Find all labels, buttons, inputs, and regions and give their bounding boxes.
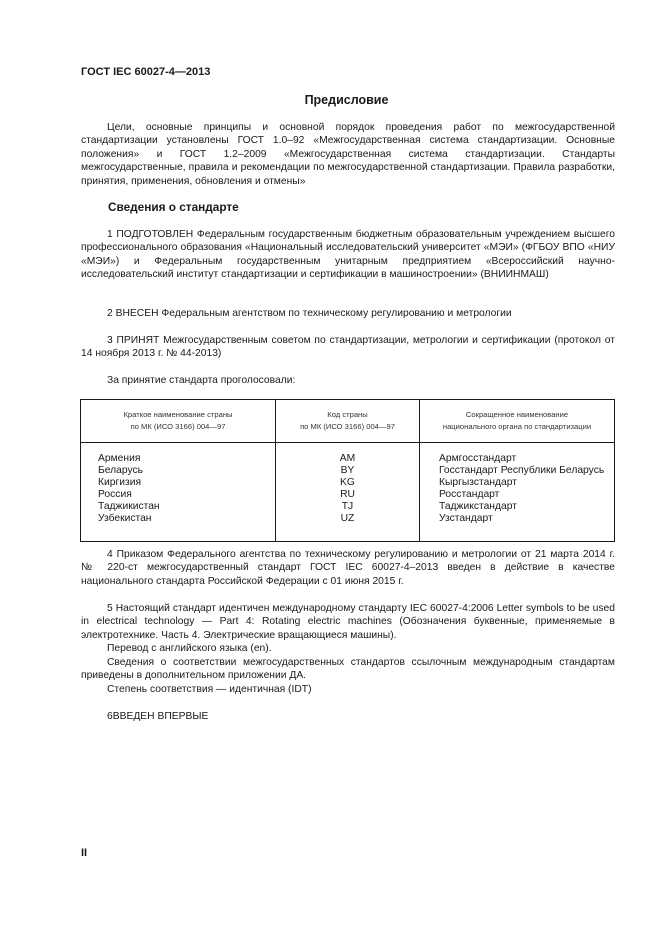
standards-body: Госстандарт Республики Беларусь [439, 464, 605, 476]
item-5-degree: Степень соответствия — идентичная (IDT) [107, 684, 312, 695]
item-4-paragraph: 4 Приказом Федерального агентства по техническому регулированию и метрологии от 21 марта 2014 г. № 220-ст межгосударственный стандарт ГОСТ IEC 60027-4–2013 введен в действие в качестве национального стандарта Российской Федерации с 01 июня 2015 г. [81, 549, 615, 587]
country-code: TJ [341, 500, 354, 512]
item-6-paragraph: 6ВВЕДЕН ВПЕРВЫЕ [107, 711, 209, 722]
section-title: Сведения о стандарте [108, 200, 239, 214]
standards-body: Росстандарт [439, 488, 500, 500]
country-code: KG [340, 476, 355, 488]
standards-body: Кыргызстандарт [439, 476, 518, 488]
standards-body: Таджикстандарт [439, 500, 517, 512]
item-2-paragraph: 2 ВНЕСЕН Федеральным агентством по техническому регулированию и метрологии [107, 308, 512, 319]
item-1-paragraph: 1 ПОДГОТОВЛЕН Федеральным государственным бюджетным образовательным учреждением высшего профессионального образования «Национальный исследовательский университет «МЭИ» (ФГБОУ ВПО «НИУ «МЭИ») и Федеральным государственным унитарным предприятием «Всероссийский научно-исследовательский институт стандартизации и сертификации в машиностроении» (ВНИИНМАШ) [81, 229, 615, 281]
preface-paragraph: Цели, основные принципы и основной порядок проведения работ по межгосударственной стандартизации установлены ГОСТ 1.0–92 «Межгосударственная система стандартизации. Основные положения» и ГОСТ 1.2–2009 «Межгосударственная система стандартизации. Стандарты межгосударственные, правила и рекомендации по межгосударственной стандартизации. Правила разработки, принятия, применения, обновления и отмены» [81, 122, 615, 187]
vote-intro: За принятие стандарта проголосовали: [107, 375, 296, 386]
country-code: RU [340, 488, 355, 500]
standards-body: Узстандарт [439, 512, 493, 524]
table-body-row [81, 443, 615, 542]
code-column [276, 443, 420, 542]
country-name: Киргизия [98, 476, 142, 488]
document-header: ГОСТ IEC 60027-4—2013 [81, 66, 211, 78]
country-name: Таджикистан [98, 500, 160, 512]
body-column [420, 443, 615, 542]
column-header-code: Код страны по МК (ИСО 3166) 004—97 [276, 400, 420, 443]
page-title: Предисловие [304, 93, 389, 107]
item-5-paragraph: 5 Настоящий стандарт идентичен международному стандарту IEC 60027-4:2006 Letter symbols to be used in electrical technology — Part 4: Rotating electric machines (Обозначения буквенные, применяемые в электротехнике. Часть 4. Электрические вращающиеся машины). [81, 603, 615, 641]
country-code: UZ [340, 512, 355, 524]
country-code: AM [339, 453, 356, 464]
country-name: Узбекистан [98, 512, 152, 524]
page-number: II [81, 847, 88, 859]
column-header-country: Краткое наименование страны по МК (ИСО 3166) 004—97 [81, 400, 276, 443]
standards-body: Армгосстандарт [439, 453, 517, 464]
column-header-body: Сокращенное наименование национального органа по стандартизации [420, 400, 615, 443]
table-header-row [81, 400, 615, 443]
item-5-info: Сведения о соответствии межгосударственных стандартов ссылочным международным стандартам приведены в дополнительном приложении ДА. [81, 657, 615, 682]
item-5-translation: Перевод с английского языка (en). [107, 643, 272, 654]
country-column [81, 443, 276, 542]
country-code: BY [340, 464, 355, 476]
voting-table [80, 399, 615, 542]
country-name: Армения [98, 453, 141, 464]
country-name: Россия [98, 488, 132, 500]
item-3-paragraph: 3 ПРИНЯТ Межгосударственным советом по стандартизации, метрологии и сертификации (протокол от 14 ноября 2013 г. № 44-2013) [81, 335, 615, 360]
country-name: Беларусь [98, 464, 144, 476]
